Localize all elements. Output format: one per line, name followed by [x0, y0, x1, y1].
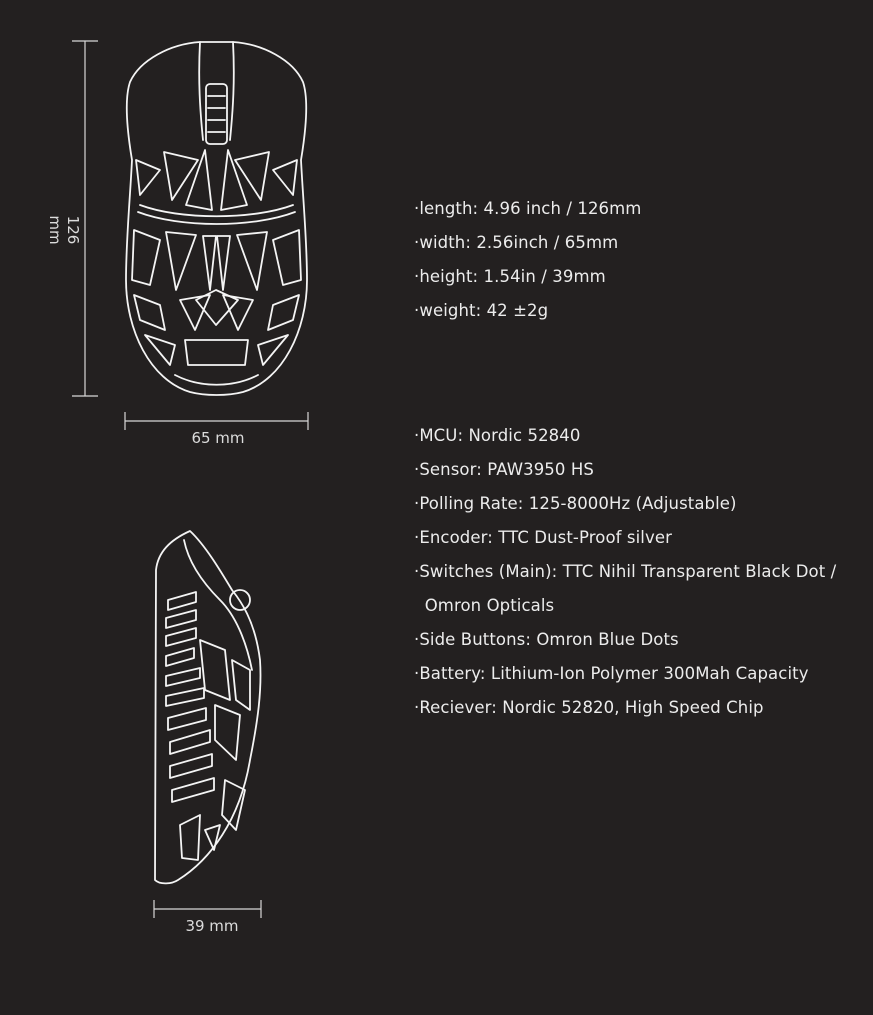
spec-polling-rate: ·Polling Rate: 125-8000Hz (Adjustable) [414, 494, 737, 513]
spec-height: ·height: 1.54in / 39mm [414, 267, 606, 286]
tech-specs-list [414, 419, 854, 725]
spec-side-buttons: ·Side Buttons: Omron Blue Dots [414, 630, 679, 649]
spec-length: ·length: 4.96 inch / 126mm [414, 199, 642, 218]
height-label: 39 mm [185, 917, 239, 935]
spec-switches-cont: Omron Opticals [414, 596, 555, 615]
width-label: 65 mm [191, 429, 245, 447]
spec-sensor: ·Sensor: PAW3950 HS [414, 460, 594, 479]
spec-weight: ·weight: 42 ±2g [414, 301, 549, 320]
width-dimension-line [125, 412, 308, 430]
height-dimension-line [154, 900, 261, 918]
spec-encoder: ·Encoder: TTC Dust-Proof silver [414, 528, 672, 547]
mouse-top-view [126, 42, 307, 395]
size-specs-list [414, 192, 854, 328]
spec-battery: ·Battery: Lithium-Ion Polymer 300Mah Capacity [414, 664, 809, 683]
length-label: 126 mm [46, 215, 82, 245]
spec-width: ·width: 2.56inch / 65mm [414, 233, 619, 252]
spec-mcu: ·MCU: Nordic 52840 [414, 426, 581, 445]
spec-receiver: ·Reciever: Nordic 52820, High Speed Chip [414, 698, 764, 717]
mouse-side-view [155, 531, 261, 883]
spec-switches: ·Switches (Main): TTC Nihil Transparent Black Dot / [414, 562, 837, 581]
